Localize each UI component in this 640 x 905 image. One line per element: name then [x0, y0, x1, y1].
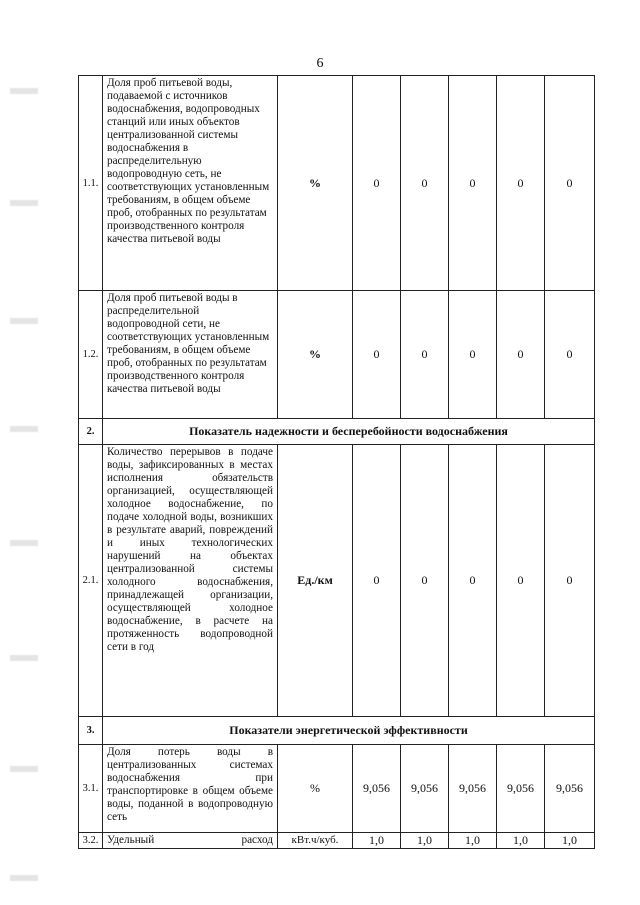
row-unit: %	[278, 745, 353, 833]
value-cell: 0	[353, 76, 401, 291]
value-cell: 0	[545, 291, 595, 419]
value-cell: 1,0	[401, 833, 449, 849]
row-description: Доля проб питьевой воды, подаваемой с источников водоснабжения, водопроводных станций или иных объектов централизованной системы водоснабжения в распределительную водопроводную сеть, не соответствующих установленным требованиям, в общем объеме проб, отобранных по результатам производственного контроля качества питьевой воды	[103, 76, 278, 291]
table-row	[79, 291, 595, 419]
value-cell: 0	[545, 445, 595, 717]
value-cell: 0	[497, 76, 545, 291]
section-number: 2.	[79, 419, 103, 445]
scan-artifact	[10, 540, 38, 546]
section-row	[79, 419, 595, 445]
row-number: 3.2.	[79, 833, 103, 849]
value-cell: 0	[401, 291, 449, 419]
value-cell: 9,056	[401, 745, 449, 833]
scan-artifact	[10, 766, 38, 772]
value-cell: 9,056	[497, 745, 545, 833]
table-row	[79, 833, 595, 849]
row-unit: Ед./км	[278, 445, 353, 717]
scan-artifact	[10, 426, 38, 432]
section-row	[79, 717, 595, 745]
row-description: Удельный расход	[103, 833, 278, 849]
value-cell: 9,056	[449, 745, 497, 833]
row-number: 3.1.	[79, 745, 103, 833]
table-row	[79, 445, 595, 717]
value-cell: 1,0	[497, 833, 545, 849]
value-cell: 0	[497, 291, 545, 419]
value-cell: 0	[449, 76, 497, 291]
table-row	[79, 76, 595, 291]
row-number: 1.2.	[79, 291, 103, 419]
value-cell: 9,056	[353, 745, 401, 833]
value-cell: 1,0	[449, 833, 497, 849]
row-description: Доля потерь воды в централизованных системах водоснабжения при транспортировке в общем объеме воды, поданной в водопроводную сеть	[103, 745, 278, 833]
value-cell: 0	[449, 291, 497, 419]
value-cell: 1,0	[353, 833, 401, 849]
indicators-table	[78, 75, 595, 849]
row-description: Доля проб питьевой воды в распределительной водопроводной сети, не соответствующих установленным требованиям, в общем объеме проб, отобранных по результатам производственного контроля качества питьевой воды	[103, 291, 278, 419]
row-unit: кВт.ч/куб.	[278, 833, 353, 849]
value-cell: 0	[353, 291, 401, 419]
row-number: 2.1.	[79, 445, 103, 717]
value-cell: 0	[449, 445, 497, 717]
section-title: Показатель надежности и бесперебойности водоснабжения	[103, 419, 595, 445]
scan-artifact	[10, 318, 38, 324]
scan-artifact	[10, 875, 38, 881]
table-row	[79, 745, 595, 833]
section-number: 3.	[79, 717, 103, 745]
value-cell: 0	[401, 76, 449, 291]
row-description: Количество перерывов в подаче воды, зафиксированных в местах исполнения обязательств организацией, осуществляющей холодное водоснабжение, по подаче холодной воды, возникших в результате аварий, повреждений и иных технологических нарушений на объектах централизованной системы холодного водоснабжения, принадлежащей организации, осуществляющей холодное водоснабжение, в расчете на протяженность водопроводной сети в год	[103, 445, 278, 717]
value-cell: 0	[545, 76, 595, 291]
value-cell: 9,056	[545, 745, 595, 833]
row-unit: %	[278, 291, 353, 419]
scan-artifact	[10, 655, 38, 661]
value-cell: 0	[353, 445, 401, 717]
row-number: 1.1.	[79, 76, 103, 291]
scan-artifact	[10, 200, 38, 206]
section-title: Показатели энергетической эффективности	[103, 717, 595, 745]
value-cell: 0	[401, 445, 449, 717]
value-cell: 1,0	[545, 833, 595, 849]
value-cell: 0	[497, 445, 545, 717]
page-number: 6	[316, 56, 324, 71]
scan-artifact	[10, 88, 38, 94]
row-unit: %	[278, 76, 353, 291]
